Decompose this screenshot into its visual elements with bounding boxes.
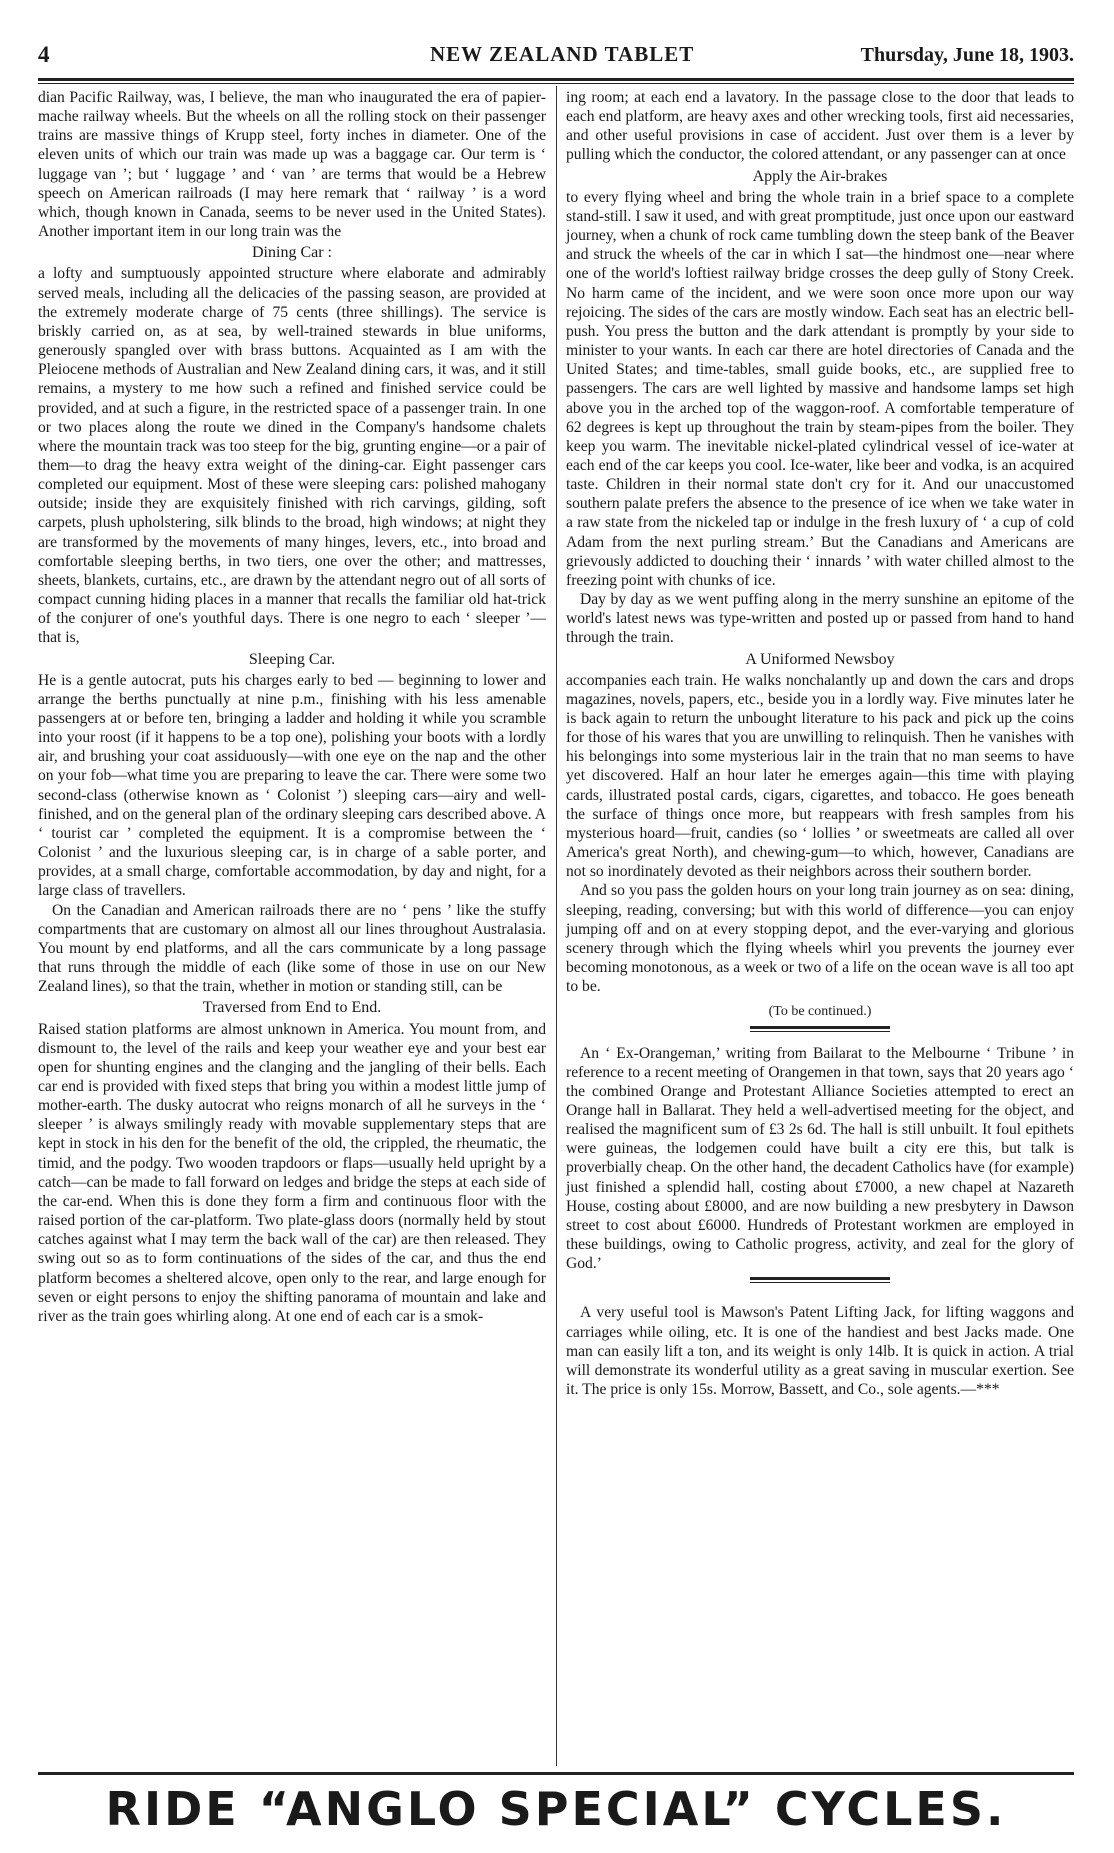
advertisement-paragraph: A very useful tool is Mawson's Patent Lifting Jack, for lifting waggons and carriages while oiling, etc. It is one of the handiest and best Jacks made. One man can easily lift a ton, and its weight is only 14lb. It is quick in action. A trial will demonstrate its wonderful utility as a great saving in muscular exertion. See it. The price is only 15s. Morrow, Bassett, and Co., sole agents.—*** <box>566 1304 1074 1398</box>
article-separator <box>750 1277 890 1283</box>
section-heading: Apply the Air-brakes <box>752 167 888 185</box>
footer-rule <box>38 1772 1074 1775</box>
right-column <box>566 88 1074 1399</box>
article-paragraph: And so you pass the golden hours on your long train journey as on sea: dining, sleeping, reading, conversing; but with this world of difference—you can enjoy jumping off and on at every stopping depot, and the ever-varying and glorious scenery through which the flying wheels whirl you prevents the journey ever becoming monotonous, as a week or two of a life on the ocean wave is all too apt to be. <box>566 882 1074 996</box>
article-paragraph: Raised station platforms are almost unknown in America. You mount from, and dismount to, the level of the rails and keep your weather eye and your best ear open for shunting engines and the clanging and the jangling of their bells. Each car end is provided with fixed steps that bring you within a modest little jump of mother-earth. The dusky autocrat who reigns monarch of all he surveys in the ‘ sleeper ’ is always smilingly ready with movable supplementary steps that are kept in stock in his den for the benefit of the old, the crippled, the rheumatic, the timid, and the podgy. Two wooden trapdoors or flaps—usually held upright by a catch—can be made to fall forward on ledges and bridge the steps at each side of the car-end. When this is done they form a firm and continuous floor with the raised portion of the car-platform. Two plate-glass doors (normally held by stout catches against what I may term the back wall of the car) are then released. They swing out so as to form continuations of the sides of the car, and thus the end platform becomes a sheltered alcove, open only to the rear, and large enough for seven or eight persons to enjoy the shifting panorama of mountain and lake and river as the train goes whirling along. At one end of each car is a smok- <box>38 1020 546 1325</box>
header-rule-thin <box>38 83 1074 84</box>
news-item-paragraph: An ‘ Ex-Orangeman,’ writing from Bailarat to the Melbourne ‘ Tribune ’ in reference to a recent meeting of Orangemen in that town, says that 20 years ago ‘ the combined Orange and Protestant Alliance Societies attempted to erect an Orange hall in Ballarat. They held a well-advertised meeting for the object, and realised the magnificent sum of £3 2s 6d. The hall is still unbuilt. It foul epithets were guineas, the lodgemen could have built a city ere this, but talk is proverbially cheap. On the other hand, the decadent Catholics have (for example) just finished a splendid hall, costing about £7000, a new chapel at Nazareth House, costing about £8000, and are now building a new presbytery in Dawson street to cost about £6000. Hundreds of Protestant workmen are employed in these buildings, owing to Catholic progress, activity, and zeal for the glory of God.’ <box>566 1044 1074 1273</box>
article-paragraph: He is a gentle autocrat, puts his charges early to bed — beginning to lower and arrange the berths punctually at nine p.m., finishing with his less amenable passengers at or before ten, bringing a ladder and holding it while you scramble into your roost (if it happens to be a top one), polishing your boots with a lordly air, and brushing your coat assiduously—with one eye on the nap and the other on your fob—what time you are preparing to leave the car. There were some two second-class (otherwise known as ‘ Colonist ’) sleeping cars—airy and well-finished, and on the general plan of the ordinary sleeping cars described above. A ‘ tourist car ’ completed the equipment. It is a compromise between the ‘ Colonist ’ and the luxurious sleeping car, is in charge of a sable porter, and provides, at a small charge, comfortable accommodation, by day and night, for a large class of travellers. <box>38 671 546 900</box>
article-paragraph: On the Canadian and American railroads there are no ‘ pens ’ like the stuffy compartments that are customary on almost all our lines throughout Australasia. You mount by end platforms, and all the cars communicate by a long passage that runs through the middle of each (like some of those in use on our New Zealand lines), so that the train, whether in motion or standing still, can be <box>38 901 546 996</box>
section-heading: Sleeping Car. <box>248 650 336 668</box>
page-number: 4 <box>38 42 50 67</box>
header-rule <box>38 78 1074 81</box>
continued-note: (To be continued.) <box>768 1004 872 1020</box>
section-heading: Traversed from End to End. <box>202 999 382 1017</box>
issue-date: Thursday, June 18, 1903. <box>860 44 1074 66</box>
article-paragraph: Day by day as we went puffing along in the merry sunshine an epitome of the world's latest news was type-written and posted up or passed from hand to hand through the train. <box>566 591 1074 647</box>
footer-advertisement: RIDE “ANGLO SPECIAL” CYCLES. <box>105 1782 1007 1836</box>
column-divider <box>556 86 557 1766</box>
page-header <box>38 36 1074 76</box>
article-paragraph: ing room; at each end a lavatory. In the passage close to the door that leads to each end platform, are heavy axes and other wrecking tools, first aid necessaries, and other useful provisions in case of accident. Just over them is a lever by pulling which the conductor, the colored attendant, or any passenger can at once <box>566 89 1074 164</box>
article-paragraph: to every flying wheel and bring the whole train in a brief space to a complete stand-still. I saw it used, and with great promptitude, just once upon our eastward journey, when a chunk of rock came tumbling down the steep bank of the Beaver and struck the wheels of the car in which I sat—the hindmost one—near where one of the world's loftiest railway bridge crosses the deep gully of Stony Creek. No harm came of the incident, and we were soon once more upon our way rejoicing. The sides of the cars are mostly window. Each seat has an electric bell-push. You press the button and the dark attendant is promptly by your side to minister to your wants. In each car there are hotel directories of Canada and the United States; and time-tables, small guide books, etc., are supplied free to passengers. The cars are well lighted by massive and handsome lamps set high above you in the arched top of the waggon-roof. A comfortable temperature of 62 degrees is kept up throughout the train by steam-pipes from the boiler. They keep you warm. The inevitable nickel-plated cylindrical vessel of ice-water at each end of the car keeps you cool. Ice-water, like beer and vodka, is an acquired taste. Children in their normal state don't cry for it. And our unaccustomed southern palate prefers the absence to the presence of ice when we take water in a raw state from the nickeled tap or indulge in the fresh luxury of ‘ a cup of cold Adam from the next purling stream.’ But the Canadians and Americans are grievously addicted to douching their ‘ innards ’ with water chilled almost to the freezing point with chunks of ice. <box>566 188 1074 589</box>
article-separator <box>750 1026 890 1032</box>
article-paragraph: dian Pacific Railway, was, I believe, the man who inaugurated the era of papier-mache railway wheels. But the wheels on all the rolling stock on their passenger trains are massive things of Krupp steel, forty inches in diameter. One of the eleven units of which our train was made up was a baggage car. Our term is ‘ luggage van ’; but ‘ luggage ’ and ‘ van ’ are terms that would be a Hebrew speech on American railroads (I may here remark that ‘ railway ’ is a word which, though known in Canada, seems to be never used in the United States). Another important item in our long train was the <box>38 89 546 241</box>
newspaper-title: NEW ZEALAND TABLET <box>430 42 695 66</box>
article-paragraph: a lofty and sumptuously appointed structure where elaborate and admirably served meals, including all the delicacies of the passing season, are provided at the extremely moderate charge of 75 cents (three shillings). The service is briskly carried on, as at sea, by well-trained stewards in blue uniforms, generously spangled over with brass buttons. Acquainted as I am with the Pleiocene methods of Australian and New Zealand dining cars, it was, and it still remains, a mystery to me how such a refined and finished service could be provided, and at such a figure, in the restricted space of a passenger train. In one or two places along the route we dined in the Company's handsome chalets where the mountain track was too steep for the big, grunting engine—or a pair of them—to drag the heavy extra weight of the dining-car. Eight passenger cars completed our equipment. Most of these were sleeping cars: polished mahogany outside; inside they are exquisitely finished with rich carvings, gilding, soft carpets, plush upholstering, silk blinds to the broad, high windows; at night they are transformed by the movements of many hinges, levers, etc., into broad and comfortable sleeping berths, in two tiers, one over the other; and mattresses, sheets, blankets, curtains, etc., are drawn by the attendant negro out of all sorts of compact cunning hiding places in a manner that recalls the familiar old hat-trick of the conjurer of one's youthful days. There is one negro to each ‘ sleeper ’—that is, <box>38 265 546 647</box>
section-heading: A Uniformed Newsboy <box>745 650 895 668</box>
article-paragraph: accompanies each train. He walks nonchalantly up and down the cars and drops magazines, novels, papers, etc., beside you in a lordly way. Five minutes later he is back again to return the unbought literature to his pack and pick up the coins for those of his wares that you are unwilling to relinquish. Then he vanishes with his belongings into some mysterious lair in the train that no man seems to have yet discovered. Half an hour later he emerges again—this time with playing cards, illustrated postal cards, cigars, cigarettes, and tobacco. He goes beneath the surface of things once more, but reappears with fresh samples from his mysterious hoard—fruit, candies (so ‘ lollies ’ or sweetmeats are called all over America's great North), and chewing-gum—to which, however, Canadians are not so inordinately devoted as their neighbors across their southern border. <box>566 671 1074 881</box>
left-column <box>38 88 546 1326</box>
section-heading: Dining Car : <box>252 244 332 262</box>
